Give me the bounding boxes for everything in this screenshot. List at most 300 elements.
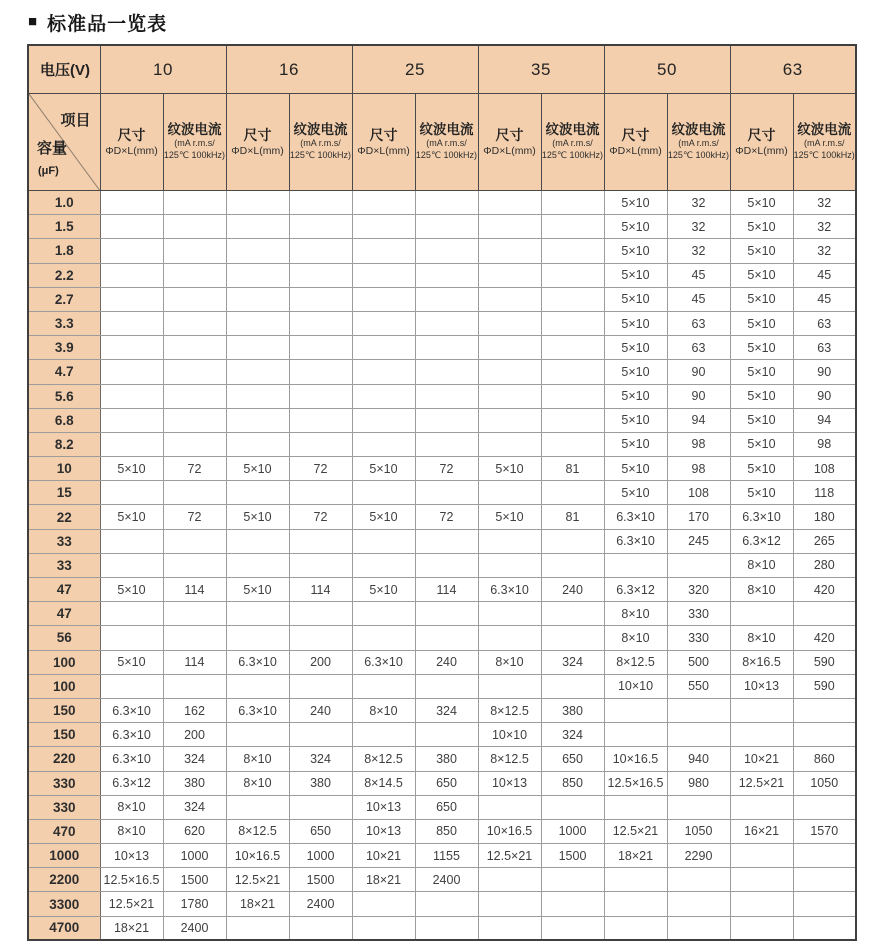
size-cell	[226, 191, 289, 215]
size-cell: 5×10	[478, 457, 541, 481]
ripple-cell	[667, 698, 730, 722]
ripple-cell: 45	[793, 263, 856, 287]
ripple-cell	[793, 602, 856, 626]
size-header-text: 尺寸	[495, 126, 524, 143]
capacity-cell: 100	[28, 650, 100, 674]
ripple-cell	[541, 287, 604, 311]
size-cell	[352, 239, 415, 263]
size-cell	[604, 916, 667, 940]
size-cell	[352, 481, 415, 505]
ripple-cell	[541, 360, 604, 384]
size-cell	[352, 408, 415, 432]
size-cell: 8×12.5	[352, 747, 415, 771]
ripple-cell: 2400	[415, 868, 478, 892]
subheader-row	[28, 94, 856, 191]
size-cell	[604, 892, 667, 916]
ripple-cell	[541, 674, 604, 698]
ripple-cell	[163, 191, 226, 215]
size-subheader-text: ΦD×L(mm)	[735, 145, 788, 158]
ripple-cell	[163, 432, 226, 456]
size-cell	[352, 892, 415, 916]
size-cell	[100, 529, 163, 553]
ripple-cell: 1780	[163, 892, 226, 916]
size-cell: 5×10	[730, 432, 793, 456]
size-header-text: 尺寸	[117, 126, 146, 143]
size-cell	[100, 384, 163, 408]
size-cell	[604, 698, 667, 722]
ripple-cell	[541, 215, 604, 239]
ripple-subheader-line1: (mA r.m.s/	[300, 138, 341, 149]
ripple-subheader-line1: (mA r.m.s/	[804, 138, 845, 149]
ripple-cell	[163, 408, 226, 432]
ripple-cell	[667, 723, 730, 747]
ripple-cell	[541, 311, 604, 335]
ripple-cell	[541, 384, 604, 408]
size-cell: 5×10	[226, 457, 289, 481]
table-row	[28, 723, 856, 747]
size-cell: 18×21	[352, 868, 415, 892]
size-cell: 18×21	[100, 916, 163, 940]
size-cell	[226, 674, 289, 698]
ripple-cell: 330	[667, 626, 730, 650]
ripple-cell	[415, 674, 478, 698]
ripple-cell: 650	[289, 819, 352, 843]
ripple-cell	[541, 553, 604, 577]
table-row	[28, 287, 856, 311]
ripple-cell: 324	[163, 747, 226, 771]
ripple-cell	[541, 529, 604, 553]
ripple-cell: 2400	[163, 916, 226, 940]
ripple-cell: 2400	[289, 892, 352, 916]
size-header-text: 尺寸	[369, 126, 398, 143]
ripple-header-text: 纹波电流	[671, 122, 726, 138]
size-cell	[100, 360, 163, 384]
ripple-header-cell	[289, 94, 352, 191]
size-cell: 5×10	[604, 408, 667, 432]
size-cell	[100, 311, 163, 335]
size-cell	[226, 481, 289, 505]
size-cell	[730, 723, 793, 747]
size-cell	[478, 553, 541, 577]
size-cell: 8×12.5	[226, 819, 289, 843]
ripple-cell: 90	[793, 360, 856, 384]
capacity-cell: 3.9	[28, 336, 100, 360]
ripple-cell: 1050	[793, 771, 856, 795]
ripple-cell	[163, 287, 226, 311]
size-cell: 6.3×12	[604, 578, 667, 602]
ripple-cell: 32	[793, 239, 856, 263]
ripple-cell	[415, 432, 478, 456]
ripple-cell: 320	[667, 578, 730, 602]
ripple-cell	[289, 239, 352, 263]
table-row	[28, 408, 856, 432]
ripple-cell: 850	[541, 771, 604, 795]
table-row	[28, 626, 856, 650]
ripple-cell: 324	[541, 723, 604, 747]
ripple-cell: 1500	[289, 868, 352, 892]
ripple-cell: 90	[667, 360, 730, 384]
size-cell: 5×10	[100, 457, 163, 481]
capacity-cell: 56	[28, 626, 100, 650]
ripple-cell	[415, 287, 478, 311]
ripple-header-cell	[163, 94, 226, 191]
size-cell: 10×16.5	[478, 819, 541, 843]
ripple-cell	[667, 553, 730, 577]
ripple-cell	[415, 384, 478, 408]
capacity-cell: 10	[28, 457, 100, 481]
ripple-subheader-line2: 125℃ 100kHz)	[793, 150, 855, 161]
size-cell: 16×21	[730, 819, 793, 843]
size-cell	[226, 432, 289, 456]
ripple-cell: 324	[163, 795, 226, 819]
ripple-subheader-line2: 125℃ 100kHz)	[415, 150, 478, 161]
size-cell	[730, 844, 793, 868]
size-header-cell	[478, 94, 541, 191]
size-header-text: 尺寸	[621, 126, 650, 143]
table-row	[28, 650, 856, 674]
ripple-cell: 980	[667, 771, 730, 795]
size-cell	[352, 723, 415, 747]
ripple-cell: 940	[667, 747, 730, 771]
ripple-cell: 94	[793, 408, 856, 432]
size-cell: 8×10	[100, 795, 163, 819]
size-cell: 5×10	[730, 457, 793, 481]
size-cell: 5×10	[730, 191, 793, 215]
ripple-cell	[541, 191, 604, 215]
table-row	[28, 674, 856, 698]
size-cell: 8×10	[730, 626, 793, 650]
size-cell: 18×21	[604, 844, 667, 868]
size-cell	[730, 892, 793, 916]
table-row	[28, 191, 856, 215]
ripple-cell: 90	[793, 384, 856, 408]
ripple-cell	[289, 384, 352, 408]
size-cell	[352, 432, 415, 456]
size-cell: 6.3×10	[730, 505, 793, 529]
ripple-header-text: 纹波电流	[167, 122, 222, 138]
size-cell: 5×10	[604, 287, 667, 311]
ripple-cell	[415, 215, 478, 239]
size-cell: 5×10	[604, 263, 667, 287]
size-cell	[226, 408, 289, 432]
capacity-label: 容量	[37, 140, 68, 157]
size-cell: 10×10	[478, 723, 541, 747]
capacity-cell: 5.6	[28, 384, 100, 408]
ripple-cell	[163, 384, 226, 408]
size-cell: 12.5×16.5	[100, 868, 163, 892]
ripple-cell: 550	[667, 674, 730, 698]
ripple-cell: 32	[793, 191, 856, 215]
ripple-cell: 324	[289, 747, 352, 771]
ripple-cell	[163, 481, 226, 505]
capacity-cell: 1.5	[28, 215, 100, 239]
capacity-cell: 4.7	[28, 360, 100, 384]
size-cell	[352, 336, 415, 360]
voltage-header-cell: 10	[100, 45, 226, 94]
size-cell: 5×10	[226, 578, 289, 602]
ripple-cell	[415, 263, 478, 287]
size-cell: 5×10	[352, 505, 415, 529]
size-cell	[730, 698, 793, 722]
ripple-cell: 200	[289, 650, 352, 674]
ripple-cell: 265	[793, 529, 856, 553]
ripple-cell: 240	[415, 650, 478, 674]
ripple-cell: 81	[541, 457, 604, 481]
capacity-cell: 1.0	[28, 191, 100, 215]
table-row	[28, 384, 856, 408]
ripple-cell: 420	[793, 626, 856, 650]
item-capacity-header	[28, 94, 100, 191]
ripple-cell: 98	[667, 432, 730, 456]
size-cell: 8×10	[352, 698, 415, 722]
ripple-cell: 1500	[541, 844, 604, 868]
ripple-cell: 2290	[667, 844, 730, 868]
size-cell	[100, 553, 163, 577]
table-row	[28, 311, 856, 335]
size-cell: 6.3×10	[226, 650, 289, 674]
ripple-cell	[415, 311, 478, 335]
ripple-cell	[289, 481, 352, 505]
capacity-cell: 33	[28, 529, 100, 553]
size-cell: 5×10	[730, 384, 793, 408]
voltage-header-cell: 16	[226, 45, 352, 94]
size-cell	[478, 795, 541, 819]
size-subheader-text: ΦD×L(mm)	[483, 145, 536, 158]
size-cell: 6.3×10	[100, 698, 163, 722]
size-cell: 10×21	[352, 844, 415, 868]
ripple-cell	[289, 311, 352, 335]
ripple-cell	[415, 408, 478, 432]
size-cell: 8×10	[100, 819, 163, 843]
square-bullet-icon: ■	[28, 12, 39, 30]
size-cell	[352, 626, 415, 650]
size-cell	[352, 360, 415, 384]
size-cell	[730, 795, 793, 819]
size-cell: 5×10	[730, 408, 793, 432]
size-cell	[226, 723, 289, 747]
size-cell	[100, 408, 163, 432]
ripple-header-text: 纹波电流	[419, 122, 474, 138]
ripple-cell	[415, 723, 478, 747]
table-row	[28, 263, 856, 287]
size-cell: 8×10	[730, 578, 793, 602]
size-cell	[352, 384, 415, 408]
size-header-cell	[604, 94, 667, 191]
size-cell: 12.5×21	[730, 771, 793, 795]
table-row	[28, 481, 856, 505]
size-cell: 5×10	[100, 578, 163, 602]
ripple-cell	[163, 529, 226, 553]
ripple-cell	[667, 892, 730, 916]
ripple-cell	[289, 432, 352, 456]
table-row	[28, 771, 856, 795]
size-cell	[352, 553, 415, 577]
ripple-cell: 1000	[289, 844, 352, 868]
ripple-cell: 32	[793, 215, 856, 239]
page-title	[0, 0, 885, 44]
capacity-cell: 47	[28, 602, 100, 626]
table-row	[28, 505, 856, 529]
size-subheader-text: ΦD×L(mm)	[357, 145, 410, 158]
voltage-header-cell: 50	[604, 45, 730, 94]
ripple-cell	[415, 191, 478, 215]
ripple-cell: 98	[793, 432, 856, 456]
ripple-cell	[415, 916, 478, 940]
ripple-subheader-line1: (mA r.m.s/	[678, 138, 719, 149]
size-cell	[100, 481, 163, 505]
size-cell	[352, 916, 415, 940]
ripple-cell: 380	[415, 747, 478, 771]
capacity-cell: 100	[28, 674, 100, 698]
size-cell: 5×10	[730, 263, 793, 287]
ripple-cell	[541, 795, 604, 819]
size-cell	[226, 553, 289, 577]
size-cell: 6.3×10	[226, 698, 289, 722]
ripple-subheader-line2: 125℃ 100kHz)	[667, 150, 730, 161]
capacity-cell: 3.3	[28, 311, 100, 335]
size-cell	[226, 263, 289, 287]
size-cell: 5×10	[730, 287, 793, 311]
ripple-cell	[541, 892, 604, 916]
ripple-cell	[541, 263, 604, 287]
capacity-cell: 22	[28, 505, 100, 529]
table-row	[28, 819, 856, 843]
ripple-subheader-line2: 125℃ 100kHz)	[289, 150, 352, 161]
ripple-cell: 32	[667, 191, 730, 215]
size-cell	[478, 481, 541, 505]
ripple-cell: 72	[415, 505, 478, 529]
ripple-cell: 380	[289, 771, 352, 795]
ripple-cell: 860	[793, 747, 856, 771]
voltage-header-cell: 63	[730, 45, 856, 94]
ripple-cell: 650	[415, 771, 478, 795]
size-cell	[352, 215, 415, 239]
ripple-cell: 72	[415, 457, 478, 481]
ripple-cell	[793, 868, 856, 892]
size-cell	[604, 868, 667, 892]
size-cell	[226, 626, 289, 650]
size-cell	[604, 553, 667, 577]
ripple-cell	[163, 336, 226, 360]
size-cell: 10×13	[352, 819, 415, 843]
ripple-cell	[289, 626, 352, 650]
ripple-cell	[541, 602, 604, 626]
table-row	[28, 916, 856, 940]
ripple-cell: 94	[667, 408, 730, 432]
size-cell: 5×10	[730, 215, 793, 239]
size-cell	[478, 432, 541, 456]
ripple-cell: 114	[415, 578, 478, 602]
size-cell: 6.3×10	[604, 505, 667, 529]
table-header	[28, 45, 856, 191]
size-cell	[478, 602, 541, 626]
size-cell	[100, 674, 163, 698]
table-row	[28, 844, 856, 868]
capacity-cell: 150	[28, 723, 100, 747]
ripple-cell	[541, 626, 604, 650]
ripple-cell: 590	[793, 674, 856, 698]
ripple-cell	[289, 215, 352, 239]
ripple-cell: 118	[793, 481, 856, 505]
capacity-cell: 1000	[28, 844, 100, 868]
ripple-cell	[793, 795, 856, 819]
size-cell: 5×10	[352, 578, 415, 602]
size-cell: 8×10	[604, 626, 667, 650]
size-cell: 8×10	[478, 650, 541, 674]
ripple-cell: 1000	[541, 819, 604, 843]
ripple-cell: 650	[415, 795, 478, 819]
ripple-cell: 280	[793, 553, 856, 577]
ripple-cell	[163, 215, 226, 239]
ripple-subheader-line2: 125℃ 100kHz)	[541, 150, 604, 161]
size-cell: 5×10	[730, 336, 793, 360]
ripple-header-cell	[541, 94, 604, 191]
ripple-cell	[415, 529, 478, 553]
ripple-cell: 90	[667, 384, 730, 408]
voltage-axis-label: 电压(V)	[28, 45, 100, 94]
size-cell: 6.3×10	[604, 529, 667, 553]
size-cell	[478, 626, 541, 650]
size-cell: 12.5×16.5	[604, 771, 667, 795]
ripple-cell	[289, 360, 352, 384]
table-row	[28, 360, 856, 384]
ripple-cell	[289, 336, 352, 360]
size-cell: 10×13	[352, 795, 415, 819]
table-row	[28, 239, 856, 263]
ripple-cell: 170	[667, 505, 730, 529]
ripple-cell	[793, 916, 856, 940]
ripple-cell	[289, 674, 352, 698]
ripple-cell	[163, 626, 226, 650]
size-cell	[226, 239, 289, 263]
ripple-cell: 380	[541, 698, 604, 722]
standard-products-table	[27, 44, 857, 941]
ripple-cell	[289, 602, 352, 626]
ripple-cell: 72	[289, 505, 352, 529]
size-cell	[478, 336, 541, 360]
size-cell	[226, 916, 289, 940]
size-cell: 5×10	[226, 505, 289, 529]
size-cell	[730, 916, 793, 940]
ripple-cell: 180	[793, 505, 856, 529]
table-row	[28, 578, 856, 602]
ripple-cell	[163, 602, 226, 626]
ripple-cell: 45	[667, 287, 730, 311]
ripple-cell: 81	[541, 505, 604, 529]
capacity-cell: 8.2	[28, 432, 100, 456]
size-cell: 6.3×12	[730, 529, 793, 553]
ripple-cell: 108	[667, 481, 730, 505]
ripple-cell	[415, 626, 478, 650]
ripple-cell	[289, 916, 352, 940]
ripple-cell: 63	[793, 311, 856, 335]
size-cell	[226, 602, 289, 626]
size-cell: 5×10	[730, 360, 793, 384]
size-cell	[478, 916, 541, 940]
ripple-cell	[163, 674, 226, 698]
ripple-cell	[541, 432, 604, 456]
ripple-subheader-line1: (mA r.m.s/	[552, 138, 593, 149]
voltage-header-cell: 35	[478, 45, 604, 94]
size-cell: 10×13	[100, 844, 163, 868]
size-cell	[478, 408, 541, 432]
ripple-cell	[415, 336, 478, 360]
voltage-header-cell: 25	[352, 45, 478, 94]
ripple-cell	[415, 892, 478, 916]
size-cell: 5×10	[604, 457, 667, 481]
size-cell	[478, 287, 541, 311]
ripple-cell: 45	[793, 287, 856, 311]
